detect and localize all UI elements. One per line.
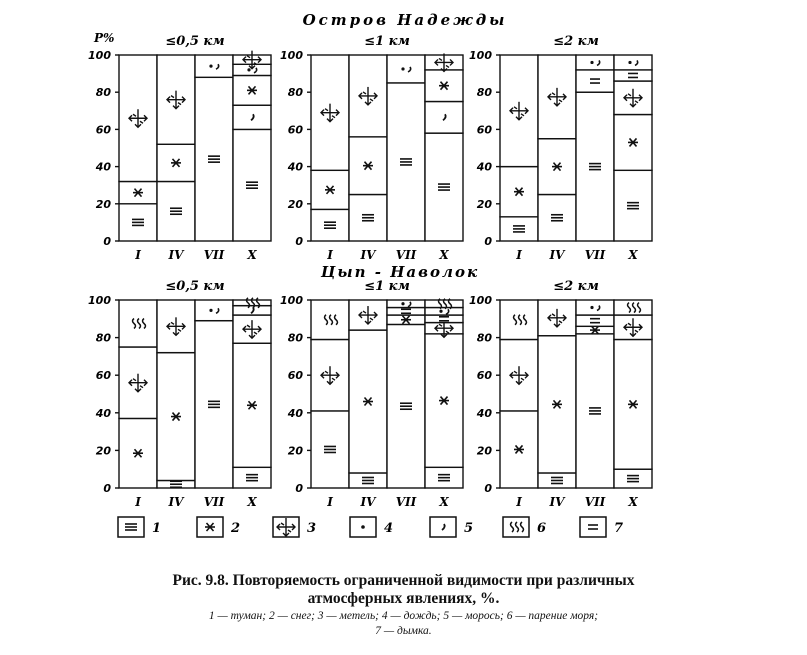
legend-number: 1 [152,521,162,536]
y-tick-label: 20 [287,444,303,458]
station-title-bottom: Цып - Наволок [320,263,480,281]
rain-icon [361,525,365,529]
y-tick-label: 0 [103,235,111,248]
caption-line-1: Рис. 9.8. Повторяемость ограниченной видимости при различных [172,572,635,589]
bar-segment [576,315,614,326]
bar-segment [576,55,614,70]
y-tick-label: 100 [469,294,492,307]
category-label: IV [360,495,376,509]
category-label: X [628,495,638,509]
y-tick-label: 60 [95,123,111,137]
legend-caption [0,609,807,639]
legend-item-2 [197,517,240,537]
y-tick-label: 40 [476,406,492,420]
y-tick-label: 40 [287,160,303,174]
y-tick-label: 60 [287,369,303,383]
legend-item-1 [118,517,161,537]
category-label: IV [549,248,565,262]
y-tick-label: 80 [95,331,111,345]
bar-segment [233,105,271,129]
bar-segment [576,70,614,92]
bar-segment [576,300,614,315]
panel-title: ≤0,5 км [165,279,225,294]
y-tick-label: 100 [280,49,303,62]
category-label: IV [360,248,376,262]
category-label: X [247,495,257,509]
bar-segment [387,300,425,308]
panel-4 [88,279,271,509]
legend-item-7 [580,517,623,537]
panel-title: ≤1 км [364,279,410,294]
y-tick-label: 40 [476,160,492,174]
y-tick-label: 0 [295,235,303,248]
legend-caption-line-1: 1 — туман; 2 — снег; 3 — метель; 4 — дождь; 5 — морось; 6 — парение моря; [208,610,599,622]
y-tick-label: 0 [103,482,111,495]
y-tick-label: 80 [287,331,303,345]
category-label: VII [395,248,417,262]
legend-number: 4 [384,521,394,536]
y-tick-label: 100 [88,294,111,307]
bar-segment [614,55,652,70]
category-label: I [327,495,333,509]
category-label: I [135,248,141,262]
y-tick-label: 40 [95,160,111,174]
y-tick-label: 100 [469,49,492,62]
category-label: X [247,248,257,262]
y-tick-label: 40 [95,406,111,420]
category-label: I [516,495,522,509]
y-axis-label: P% [94,31,115,45]
y-tick-label: 80 [287,86,303,100]
category-label: I [327,248,333,262]
y-tick-label: 20 [287,197,303,211]
category-label: VII [584,248,606,262]
y-tick-label: 80 [476,331,492,345]
y-tick-label: 60 [287,123,303,137]
y-tick-label: 20 [95,197,111,211]
category-label: I [135,495,141,509]
legend-number: 7 [614,521,624,536]
caption-line-2: атмосферных явлениях, %. [307,590,500,607]
panel-3 [469,34,652,262]
category-label: I [516,248,522,262]
bar-segment [387,55,425,83]
y-tick-label: 60 [476,123,492,137]
y-tick-label: 80 [95,86,111,100]
category-label: X [439,248,449,262]
station-title-top: Остров Надежды [302,11,508,29]
panel-2 [280,34,463,262]
y-tick-label: 40 [287,406,303,420]
y-tick-label: 100 [88,49,111,62]
category-label: IV [549,495,565,509]
panel-title: ≤1 км [364,34,410,49]
legend-item-4 [350,517,393,537]
legend-number: 2 [231,521,241,536]
legend-number: 6 [537,521,547,536]
y-tick-label: 80 [476,86,492,100]
legend-item-5 [430,517,473,537]
category-label: X [628,248,638,262]
category-label: X [439,495,449,509]
bar-segment [425,102,463,134]
y-tick-label: 20 [476,197,492,211]
bar-segment [195,55,233,77]
panel-title: ≤2 км [553,34,599,49]
category-label: IV [168,495,184,509]
category-label: VII [203,248,225,262]
panel-5 [280,279,463,509]
panel-title: ≤2 км [553,279,599,294]
y-tick-label: 0 [484,235,492,248]
panel-6 [469,279,652,509]
panel-1 [88,34,271,262]
legend-swatch [580,517,606,537]
figure-caption [0,572,807,608]
legend-item-6 [503,517,546,537]
y-tick-label: 0 [484,482,492,495]
y-tick-label: 20 [476,444,492,458]
category-label: VII [203,495,225,509]
bar-segment [195,300,233,321]
symbol-legend [118,517,623,537]
y-tick-label: 0 [295,482,303,495]
y-tick-label: 100 [280,294,303,307]
bar-segment [614,70,652,81]
legend-number: 5 [464,521,474,536]
category-label: IV [168,248,184,262]
legend-caption-line-2: 7 — дымка. [375,625,432,637]
legend-item-3 [273,517,316,537]
panel-title: ≤0,5 км [165,34,225,49]
category-label: VII [584,495,606,509]
legend-number: 3 [307,521,317,536]
bar-segment [425,308,463,316]
y-tick-label: 60 [476,369,492,383]
legend-swatch [430,517,456,537]
category-label: VII [395,495,417,509]
y-tick-label: 20 [95,444,111,458]
y-tick-label: 60 [95,369,111,383]
